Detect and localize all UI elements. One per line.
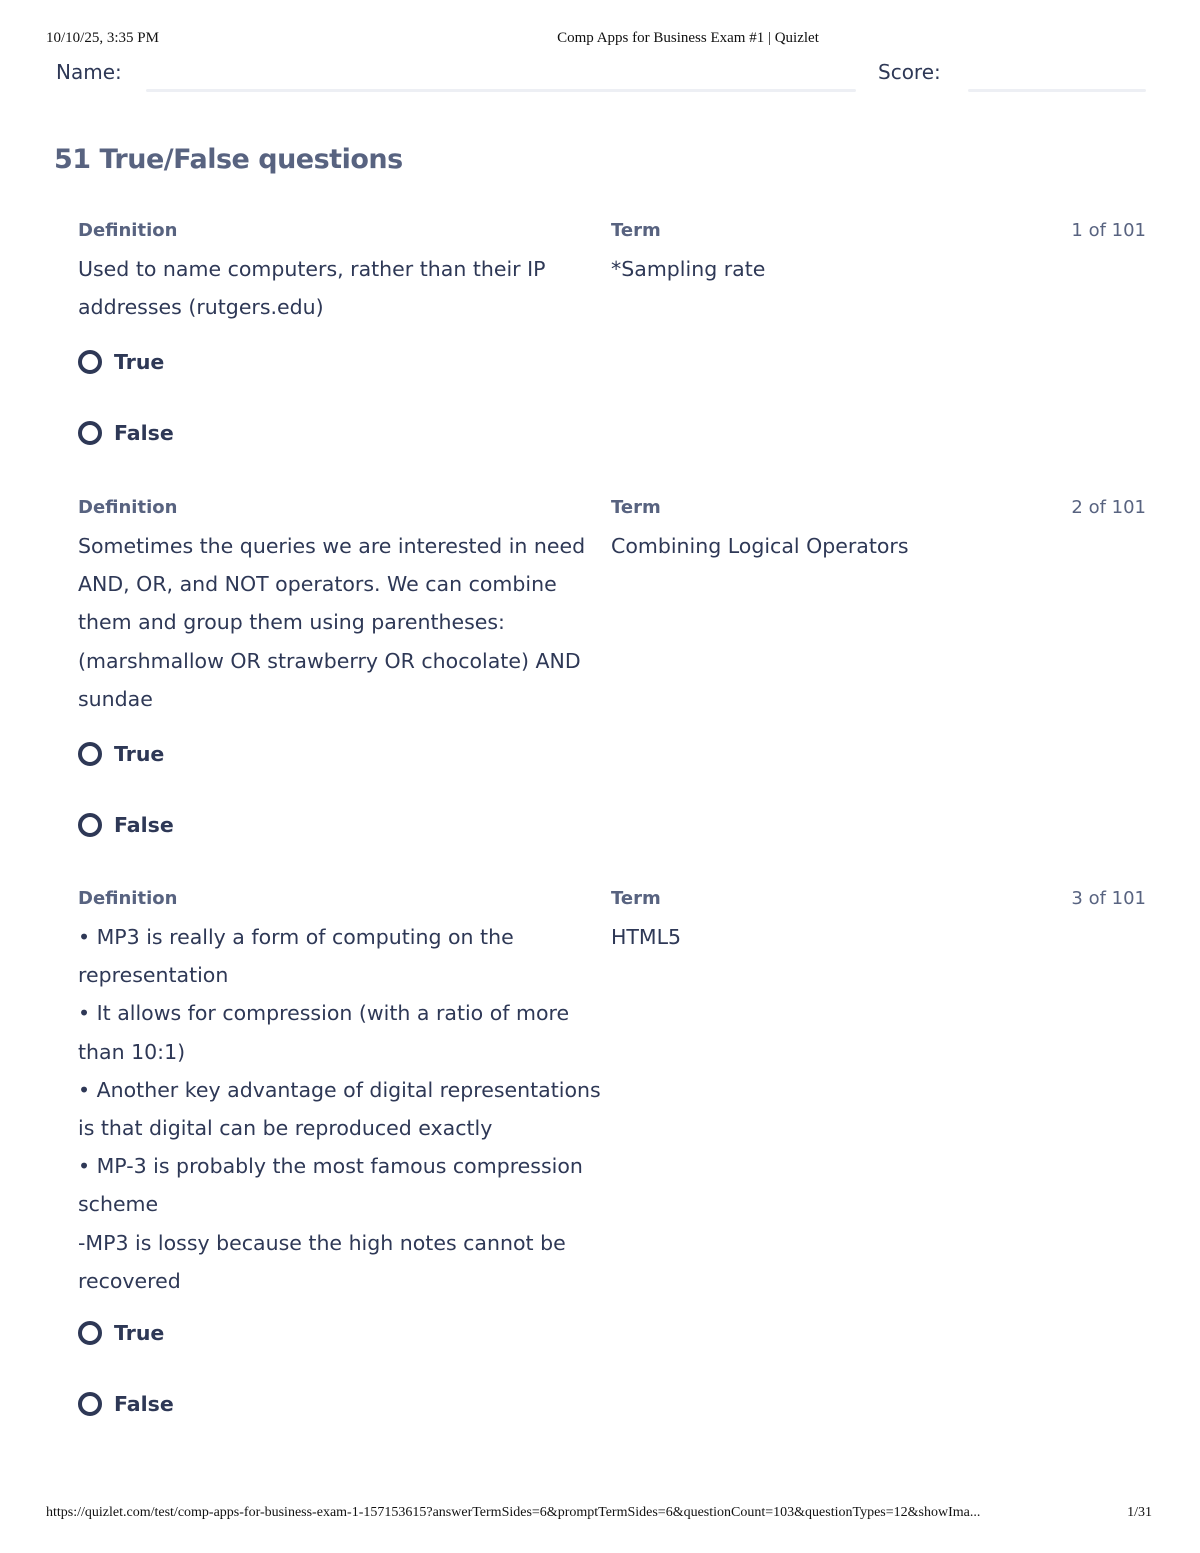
print-header bbox=[0, 30, 1200, 50]
name-score-row bbox=[56, 60, 1146, 94]
false-option[interactable] bbox=[78, 418, 1146, 448]
term-label: Term bbox=[611, 497, 661, 518]
false-option[interactable] bbox=[78, 1389, 1146, 1419]
definition-label: Definition bbox=[78, 220, 178, 241]
radio-button-icon[interactable] bbox=[78, 350, 102, 374]
print-page-title: Comp Apps for Business Exam #1 | Quizlet bbox=[557, 30, 819, 46]
radio-button-icon[interactable] bbox=[78, 421, 102, 445]
score-label: Score: bbox=[878, 60, 941, 84]
term-label: Term bbox=[611, 220, 661, 241]
false-option[interactable] bbox=[78, 810, 1146, 840]
radio-button-icon[interactable] bbox=[78, 1392, 102, 1416]
true-option[interactable] bbox=[78, 1318, 1146, 1348]
true-option[interactable] bbox=[78, 347, 1146, 377]
definition-text: Used to name computers, rather than their IP addresses (rutgers.edu) bbox=[78, 257, 546, 320]
score-field-line[interactable] bbox=[968, 89, 1146, 92]
section-title: 51 True/False questions bbox=[54, 144, 403, 175]
option-label: True bbox=[114, 742, 165, 767]
option-label: False bbox=[114, 1392, 174, 1417]
question-card bbox=[78, 220, 1146, 448]
radio-button-icon[interactable] bbox=[78, 813, 102, 837]
print-url: https://quizlet.com/test/comp-apps-for-business-exam-1-157153615?answerTermSides=6&promptTermSides=6&questionCount=103&questionTypes=12&showIma... bbox=[46, 1505, 981, 1520]
question-card bbox=[78, 888, 1146, 1419]
name-field-line[interactable] bbox=[146, 89, 856, 92]
option-label: False bbox=[114, 813, 174, 838]
page-number: 1/31 bbox=[1127, 1505, 1152, 1520]
definition-text: • MP3 is really a form of computing on the representation • It allows for compression (with a ratio of more than 10:1) • Another key advantage of digital representations is that digital can be reproduced exactly • MP-3 is probably the most famous compression scheme -MP3 is lossy because the high notes cannot be recovered bbox=[78, 925, 601, 1293]
definition-label: Definition bbox=[78, 888, 178, 909]
definition-text: Sometimes the queries we are interested in need AND, OR, and NOT operators. We can combine them and group them using parentheses: (marshmallow OR strawberry OR chocolate) AND sundae bbox=[78, 534, 586, 711]
option-label: True bbox=[114, 1321, 165, 1346]
print-datetime: 10/10/25, 3:35 PM bbox=[46, 30, 159, 46]
radio-button-icon[interactable] bbox=[78, 742, 102, 766]
option-label: True bbox=[114, 350, 165, 375]
term-text: HTML5 bbox=[611, 925, 682, 949]
radio-button-icon[interactable] bbox=[78, 1321, 102, 1345]
definition-label: Definition bbox=[78, 497, 178, 518]
question-counter: 3 of 101 bbox=[1071, 888, 1146, 909]
option-label: False bbox=[114, 421, 174, 446]
true-option[interactable] bbox=[78, 739, 1146, 769]
name-label: Name: bbox=[56, 60, 122, 84]
question-counter: 2 of 101 bbox=[1071, 497, 1146, 518]
question-card bbox=[78, 497, 1146, 840]
term-text: Combining Logical Operators bbox=[611, 534, 909, 558]
term-label: Term bbox=[611, 888, 661, 909]
term-text: *Sampling rate bbox=[611, 257, 766, 281]
question-counter: 1 of 101 bbox=[1071, 220, 1146, 241]
